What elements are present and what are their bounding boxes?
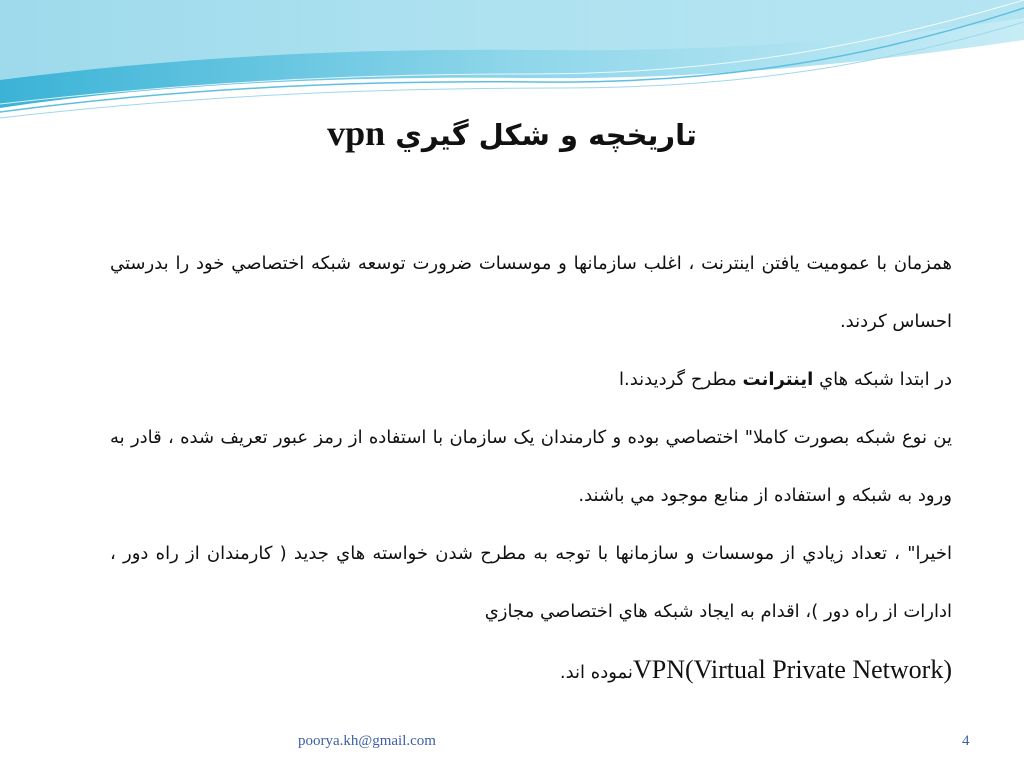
paragraph-2-start: در ابتدا شبکه هاي: [813, 369, 952, 390]
paragraph-3: ين نوع شبكه بصورت كاملا" اختصاصي بوده و كارمندان يک سازمان با استفاده از رمز عبور تعريف شده ، قادر به ورود به شبکه و استفاده از منابع موجود مي باشند.: [110, 427, 952, 506]
paragraph-2-bold-term: اينترانت: [742, 369, 814, 390]
header-wave-decoration: [0, 0, 1024, 130]
paragraph-5-latin: VPN(Virtual Private Network): [632, 655, 952, 684]
slide-number: 4: [962, 733, 970, 749]
paragraph-4: اخيرا" ، تعداد زيادي از موسسات و سازمانها با توجه به مطرح شدن خواسته هاي جديد ( كارمندان از راه دور ، ادارات از راه دور )، اقدام به ايجاد شبکه هاي اختصاصي مجازي: [110, 543, 952, 622]
paragraph-5-end: نموده اند.: [559, 662, 633, 683]
footer-email: poorya.kh@gmail.com: [298, 733, 436, 749]
paragraph-5: [110, 641, 952, 702]
slide-title-latin: vpn: [327, 113, 386, 153]
slide-body: [110, 235, 952, 702]
slide-title-persian: تاريخچه و شكل گيري: [395, 118, 697, 152]
paragraph-2-end: مطرح گرديدند.ا: [618, 369, 743, 390]
slide-title: [180, 112, 844, 154]
paragraph-1: همزمان با عموميت يافتن اينترنت ، اغلب سازمانها و موسسات ضرورت توسعه شبکه اختصاصي خود را بدرستي احساس كردند.: [110, 253, 952, 332]
paragraph-2: [110, 351, 952, 409]
